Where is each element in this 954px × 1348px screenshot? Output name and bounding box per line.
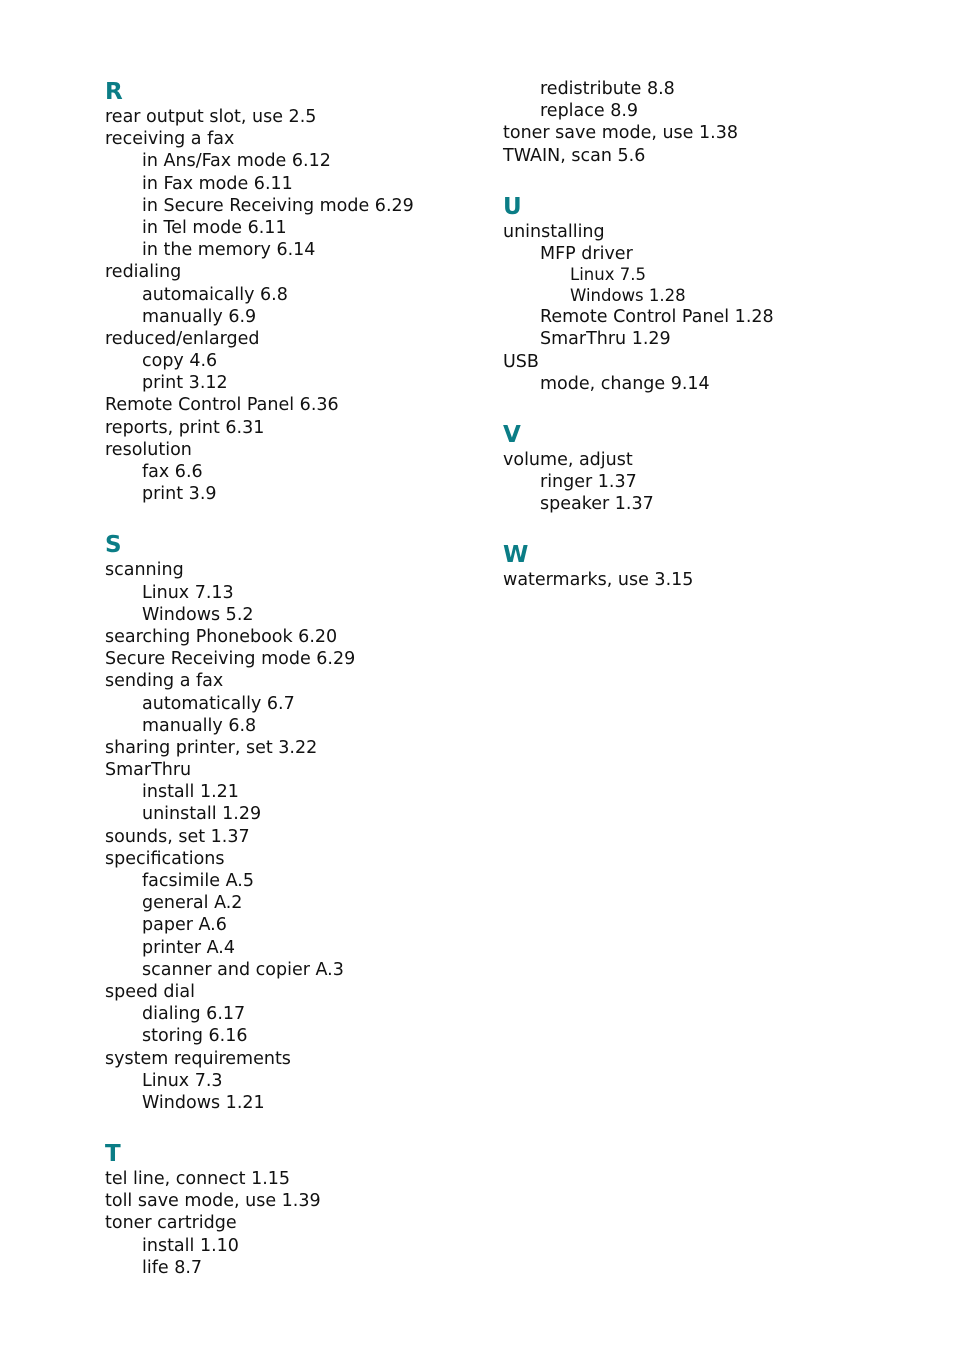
index-subentry: ringer 1.37 [540, 472, 637, 493]
index-subentry: life 8.7 [142, 1257, 203, 1278]
index-entry: Secure Receiving mode 6.29 [105, 649, 356, 670]
index-entry: TWAIN, scan 5.6 [503, 145, 646, 166]
index-subentry: in the memory 6.14 [142, 240, 316, 261]
index-entry: system requirements [105, 1048, 291, 1069]
index-subentry: general A.2 [142, 893, 243, 914]
index-entry: rear output slot, use 2.5 [105, 107, 317, 127]
index-subentry: MFP driver [540, 243, 633, 264]
index-subentry: facsimile A.5 [142, 871, 254, 891]
index-subentry: in Ans/Fax mode 6.12 [142, 151, 331, 172]
index-subentry: copy 4.6 [142, 351, 218, 372]
index-entry: receiving a fax [105, 129, 235, 150]
index-entry: sounds, set 1.37 [105, 826, 250, 847]
index-entry: tel line, connect 1.15 [105, 1169, 291, 1190]
index-subentry: install 1.21 [142, 782, 239, 803]
index-entry: SmarThru [105, 760, 192, 781]
index-letter-heading: T [105, 1141, 121, 1168]
index-entry: uninstalling [503, 221, 605, 242]
index-subentry: Windows 1.28 [570, 285, 686, 305]
index-subentry: redistribute 8.8 [540, 79, 675, 99]
index-entry: sending a fax [105, 671, 224, 692]
index-letter-heading: S [105, 532, 122, 559]
index-entry: specifications [105, 848, 225, 869]
index-subentry: automatically 6.7 [142, 693, 295, 714]
index-subentry: Linux 7.5 [570, 265, 646, 285]
index-subentry: in Fax mode 6.11 [142, 173, 293, 194]
index-entry: USB [503, 351, 539, 372]
index-entry: watermarks, use 3.15 [503, 570, 694, 591]
index-subentry: dialing 6.17 [142, 1004, 246, 1025]
section-gap [503, 395, 933, 421]
index-entry: resolution [105, 439, 192, 460]
index-subentry: Remote Control Panel 1.28 [540, 307, 774, 328]
index-subentry: scanner and copier A.3 [142, 959, 344, 980]
index-entry: searching Phonebook 6.20 [105, 626, 338, 647]
index-entry: sharing printer, set 3.22 [105, 737, 318, 758]
section-gap [503, 167, 933, 193]
index-entry: volume, adjust [503, 449, 633, 470]
index-entry: scanning [105, 560, 184, 581]
index-subentry: mode, change 9.14 [540, 373, 710, 394]
index-entry: Remote Control Panel 6.36 [105, 395, 339, 416]
index-subentry: replace 8.9 [540, 101, 639, 122]
index-subentry: print 3.9 [142, 484, 217, 505]
index-subentry: Linux 7.13 [142, 582, 234, 603]
index-subentry: manually 6.9 [142, 306, 257, 327]
index-entry: toll save mode, use 1.39 [105, 1191, 321, 1212]
index-entry: reduced/enlarged [105, 328, 260, 349]
index-subentry: storing 6.16 [142, 1026, 248, 1047]
section-gap [105, 505, 485, 531]
index-subentry: print 3.12 [142, 373, 228, 394]
index-subentry: uninstall 1.29 [142, 804, 262, 825]
index-subentry: install 1.10 [142, 1235, 239, 1256]
index-entry: toner save mode, use 1.38 [503, 123, 738, 144]
index-column-right [503, 78, 933, 592]
index-subentry: Windows 1.21 [142, 1092, 265, 1113]
index-subentry: printer A.4 [142, 937, 236, 958]
index-subentry: in Secure Receiving mode 6.29 [142, 195, 414, 216]
section-gap [503, 515, 933, 541]
index-entry: reports, print 6.31 [105, 417, 265, 438]
index-subentry: manually 6.8 [142, 715, 257, 736]
index-subentry: fax 6.6 [142, 462, 203, 482]
index-subentry: automaically 6.8 [142, 284, 288, 305]
index-entry: redialing [105, 262, 182, 283]
index-subentry: SmarThru 1.29 [540, 329, 671, 350]
index-subentry: in Tel mode 6.11 [142, 217, 287, 238]
section-gap [105, 1114, 485, 1140]
index-letter-heading: V [503, 421, 521, 448]
index-entry: toner cartridge [105, 1213, 237, 1234]
index-subentry: speaker 1.37 [540, 494, 654, 515]
index-letter-heading: W [503, 542, 529, 569]
index-subentry: Windows 5.2 [142, 604, 254, 625]
index-column-left [105, 78, 485, 1279]
index-letter-heading: R [105, 79, 123, 105]
index-subentry: paper A.6 [142, 915, 227, 936]
index-entry: speed dial [105, 981, 195, 1002]
index-subentry: Linux 7.3 [142, 1070, 223, 1091]
index-letter-heading: U [503, 193, 522, 220]
